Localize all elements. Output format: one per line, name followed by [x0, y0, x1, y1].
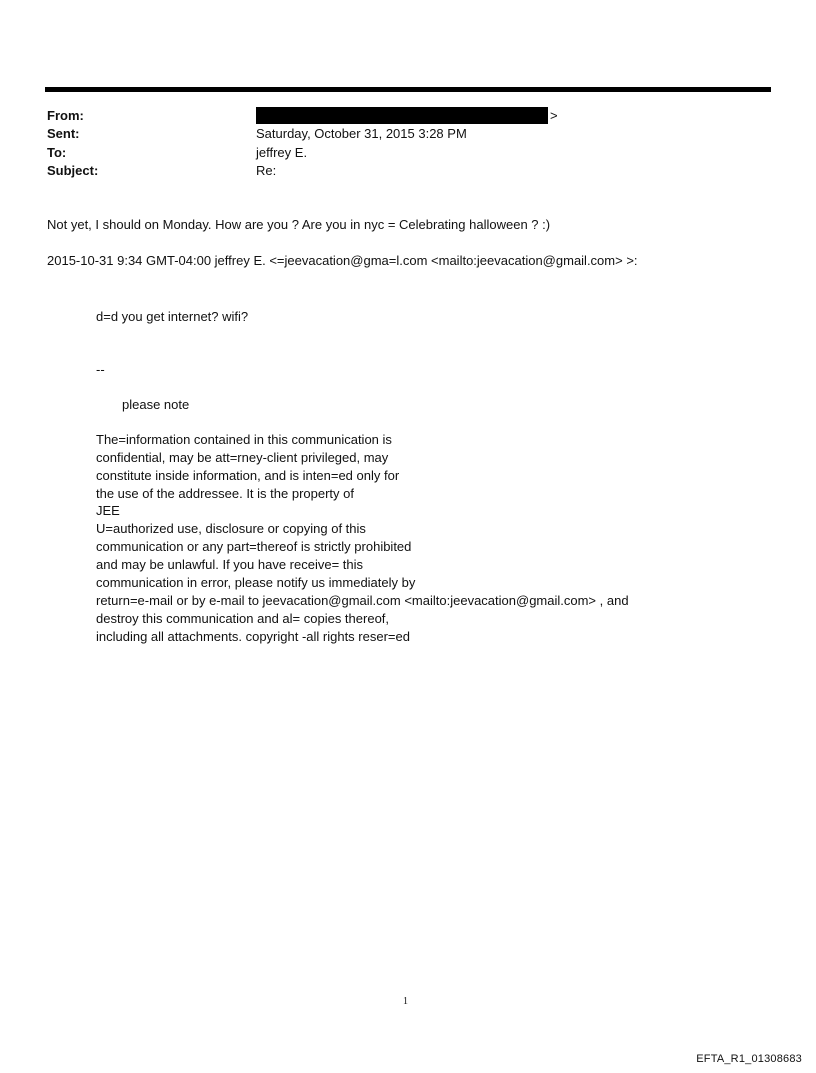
disclaimer-line: communication or any part=thereof is strictly prohibited — [96, 539, 412, 554]
subject-value: Re: — [256, 163, 277, 178]
page-number: 1 — [403, 996, 408, 1007]
header-divider-rule — [45, 87, 771, 92]
sent-value: Saturday, October 31, 2015 3:28 PM — [256, 126, 467, 141]
from-label: From: — [47, 108, 84, 123]
sent-label: Sent: — [47, 126, 80, 141]
quoted-message: d=d you get internet? wifi? — [96, 309, 249, 324]
disclaimer-line: communication in error, please notify us immediately by — [96, 575, 416, 590]
disclaimer-line: confidential, may be att=rney-client privileged, may — [96, 450, 389, 465]
from-value-tail: > — [550, 108, 558, 123]
disclaimer-line: destroy this communication and al= copies thereof, — [96, 611, 390, 626]
signature-separator: -- — [96, 362, 105, 377]
disclaimer-line: and may be unlawful. If you have receive= this — [96, 557, 364, 572]
disclaimer-line: JEE — [96, 503, 120, 518]
subject-label: Subject: — [47, 163, 99, 178]
please-note: please note — [122, 397, 190, 412]
disclaimer-line: return=e-mail or by e-mail to jeevacation@gmail.com <mailto:jeevacation@gmail.com> , and — [96, 593, 629, 608]
document-id: EFTA_R1_01308683 — [696, 1053, 802, 1065]
quote-header: 2015-10-31 9:34 GMT-04:00 jeffrey E. <=jeevacation@gma=l.com <mailto:jeevacation@gmail.com> >: — [47, 253, 638, 268]
redacted-sender — [256, 107, 548, 124]
disclaimer-line: including all attachments. copyright -all rights reser=ed — [96, 629, 410, 644]
disclaimer-line: U=authorized use, disclosure or copying of this — [96, 521, 366, 536]
disclaimer-line: The=information contained in this communication is — [96, 432, 392, 447]
disclaimer-line: the use of the addressee. It is the property of — [96, 486, 354, 501]
to-label: To: — [47, 145, 67, 160]
to-value: jeffrey E. — [256, 145, 308, 160]
disclaimer-line: constitute inside information, and is inten=ed only for — [96, 468, 400, 483]
reply-text: Not yet, I should on Monday. How are you ? Are you in nyc = Celebrating halloween ? :) — [47, 217, 551, 232]
